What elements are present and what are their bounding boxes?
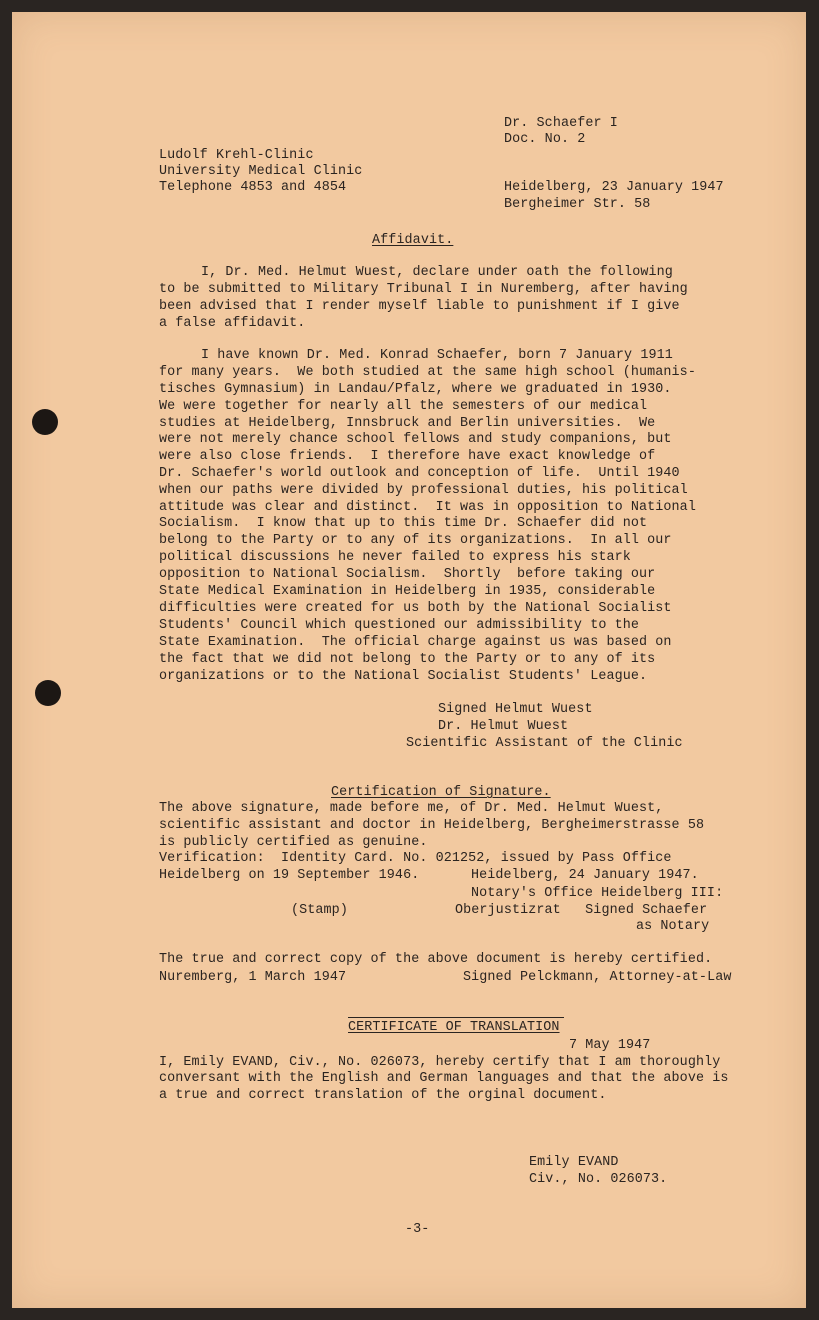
- certification-line: The above signature, made before me, of Dr. Med. Helmut Wuest,: [159, 801, 664, 816]
- copy-cert-line: The true and correct copy of the above document is hereby certified.: [159, 952, 713, 967]
- para2-line: Dr. Schaefer's world outlook and conception of life. Until 1940: [159, 466, 680, 481]
- para1-line: a false affidavit.: [159, 316, 306, 331]
- para1-line: I, Dr. Med. Helmut Wuest, declare under oath the following: [201, 265, 673, 280]
- affidavit-title: Affidavit.: [372, 233, 454, 248]
- para2-line: Students' Council which questioned our admissibility to the: [159, 618, 640, 633]
- notary-line: Oberjustizrat Signed Schaefer: [455, 903, 708, 918]
- notary-line: Heidelberg, 24 January 1947.: [471, 868, 699, 883]
- translation-overline: [348, 1017, 564, 1018]
- para2-line: We were together for nearly all the semesters of our medical: [159, 399, 648, 414]
- para2-line: Socialism. I know that up to this time Dr. Schaefer did not: [159, 516, 648, 531]
- translation-date: 7 May 1947: [569, 1038, 651, 1053]
- translation-line: I, Emily EVAND, Civ., No. 026073, hereby certify that I am thoroughly: [159, 1055, 721, 1070]
- para2-line: were also close friends. I therefore have exact knowledge of: [159, 449, 656, 464]
- notary-line: as Notary: [636, 919, 710, 934]
- para2-line: the fact that we did not belong to the Party or to any of its: [159, 652, 656, 667]
- translation-line: a true and correct translation of the orginal document.: [159, 1088, 607, 1103]
- signature-line: Signed Helmut Wuest: [438, 702, 593, 717]
- doc-ref-line: Dr. Schaefer I: [504, 116, 618, 131]
- para2-line: difficulties were created for us both by the National Socialist: [159, 601, 672, 616]
- punch-hole: [35, 680, 61, 706]
- stamp-label: (Stamp): [291, 903, 348, 918]
- para2-line: were not merely chance school fellows and study companions, but: [159, 432, 672, 447]
- para2-line: when our paths were divided by professional duties, his political: [159, 483, 688, 498]
- para1-line: to be submitted to Military Tribunal I in Nuremberg, after having: [159, 282, 688, 297]
- notary-line: Notary's Office Heidelberg III:: [471, 886, 724, 901]
- para2-line: opposition to National Socialism. Shortly before taking our: [159, 567, 656, 582]
- doc-ref-line: Doc. No. 2: [504, 132, 586, 147]
- para2-line: I have known Dr. Med. Konrad Schaefer, born 7 January 1911: [201, 348, 673, 363]
- para2-line: for many years. We both studied at the same high school (humanis-: [159, 365, 696, 380]
- place-date-line: Heidelberg, 23 January 1947: [504, 180, 724, 195]
- para2-line: State Medical Examination in Heidelberg in 1935, considerable: [159, 584, 656, 599]
- para2-line: attitude was clear and distinct. It was in opposition to National: [159, 500, 696, 515]
- page-number: -3-: [405, 1222, 430, 1237]
- letterhead-line: Telephone 4853 and 4854: [159, 180, 347, 195]
- signature-line: Scientific Assistant of the Clinic: [406, 736, 683, 751]
- para1-line: been advised that I render myself liable to punishment if I give: [159, 299, 680, 314]
- para2-line: studies at Heidelberg, Innsbruck and Berlin universities. We: [159, 416, 656, 431]
- letterhead-line: University Medical Clinic: [159, 164, 363, 179]
- certification-line: Heidelberg on 19 September 1946.: [159, 868, 420, 883]
- letterhead-line: Ludolf Krehl-Clinic: [159, 148, 314, 163]
- translator-signature-line: Civ., No. 026073.: [529, 1172, 668, 1187]
- translator-signature-line: Emily EVAND: [529, 1155, 619, 1170]
- copy-cert-date: Nuremberg, 1 March 1947: [159, 970, 347, 985]
- para2-line: tisches Gymnasium) in Landau/Pfalz, where we graduated in 1930.: [159, 382, 672, 397]
- para2-line: State Examination. The official charge against us was based on: [159, 635, 672, 650]
- certification-line: is publicly certified as genuine.: [159, 835, 428, 850]
- translation-line: conversant with the English and German languages and that the above is: [159, 1071, 729, 1086]
- para2-line: organizations or to the National Socialist Students' League.: [159, 669, 648, 684]
- copy-cert-signature: Signed Pelckmann, Attorney-at-Law: [463, 970, 732, 985]
- signature-line: Dr. Helmut Wuest: [438, 719, 569, 734]
- certification-line: scientific assistant and doctor in Heidelberg, Bergheimerstrasse 58: [159, 818, 705, 833]
- punch-hole: [32, 409, 58, 435]
- certification-line: Verification: Identity Card. No. 021252, issued by Pass Office: [159, 851, 672, 866]
- translation-title: CERTIFICATE OF TRANSLATION: [348, 1020, 560, 1035]
- place-date-line: Bergheimer Str. 58: [504, 197, 651, 212]
- certification-title: Certification of Signature.: [331, 785, 551, 800]
- para2-line: belong to the Party or to any of its organizations. In all our: [159, 533, 672, 548]
- para2-line: political discussions he never failed to express his stark: [159, 550, 631, 565]
